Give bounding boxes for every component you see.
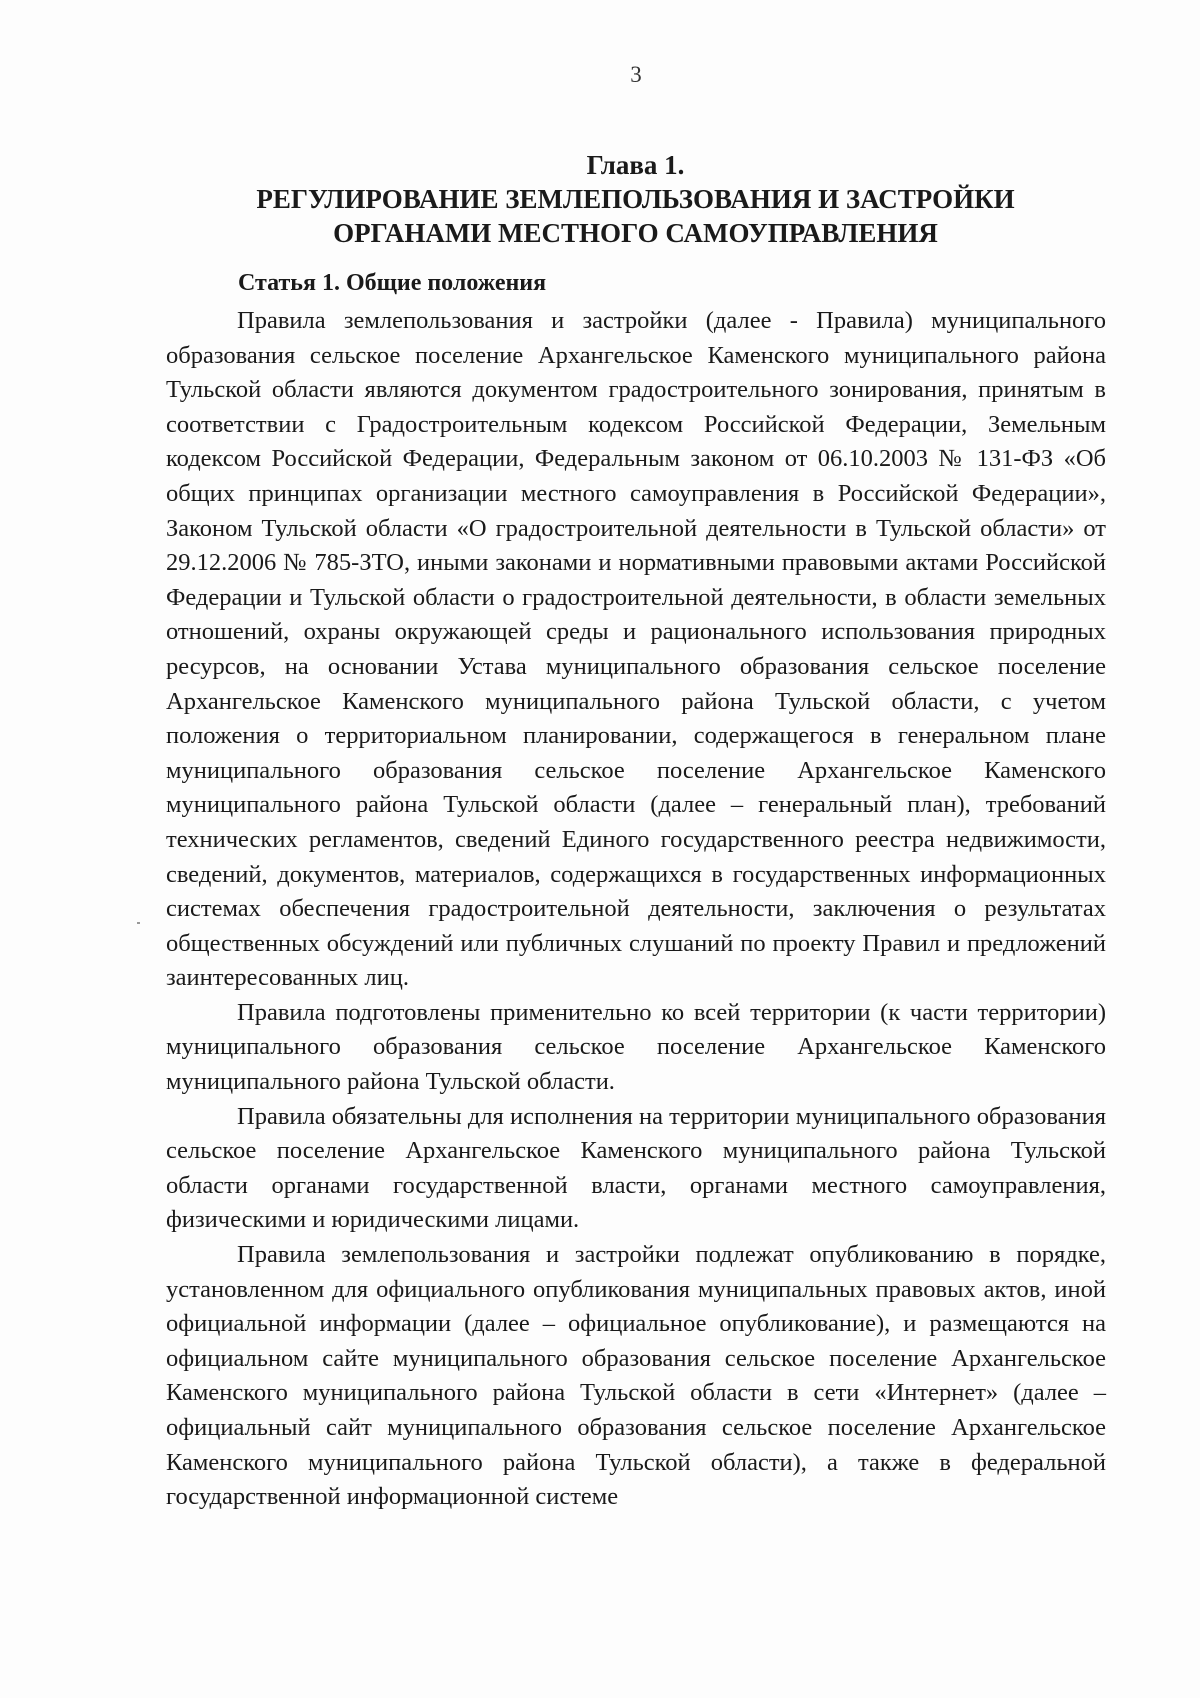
chapter-title-line-2: ОРГАНАМИ МЕСТНОГО САМОУПРАВЛЕНИЯ: [333, 218, 938, 248]
paragraph: Правила землепользования и застройки (далее - Правила) муниципального образования сельское поселение Архангельское Каменского муниципального района Тульской области являются документом градостроительного зонирования, принятым в соответствии с Градостроительным кодексом Российской Федерации, Земельным кодексом Российской Федерации, Федеральным законом от 06.10.2003 № 131-ФЗ «Об общих принципах организации местного самоуправления в Российской Федерации», Законом Тульской области «О градостроительной деятельности в Тульской области» от 29.12.2006 № 785-ЗТО, иными законами и нормативными правовыми актами Российской Федерации и Тульской области о градостроительной деятельности, в области земельных отношений, охраны окружающей среды и рационального использования природных ресурсов, на основании Устава муниципального образования сельское поселение Архангельское Каменского муниципального района Тульской области, с учетом положения о территориальном планировании, содержащегося в генеральном плане муниципального образования сельское поселение Архангельское Каменского муниципального района Тульской области (далее – генеральный план), требований технических регламентов, сведений Единого государственного реестра недвижимости, сведений, документов, материалов, содержащихся в государственных информационных системах обеспечения градостроительной деятельности, заключения о результатах общественных обсуждений или публичных слушаний по проекту Правил и предложений заинтересованных лиц.: [166, 307, 1106, 992]
paragraph: Правила подготовлены применительно ко всей территории (к части территории) муниципального образования сельское поселение Архангельское Каменского муниципального района Тульской области.: [166, 998, 1106, 1096]
paragraph: Правила землепользования и застройки подлежат опубликованию в порядке, установленном для официального опубликования муниципальных правовых актов, иной официальной информации (далее – официальное опубликование), и размещаются на официальном сайте муниципального образования сельское поселение Архангельское Каменского муниципального района Тульской области в сети «Интернет» (далее – официальный сайт муниципального образования сельское поселение Архангельское Каменского муниципального района Тульской области), а также в федеральной государственной информационной системе: [166, 1241, 1106, 1511]
paragraph: Правила обязательны для исполнения на территории муниципального образования сельское поселение Архангельское Каменского муниципального района Тульской области органами государственной власти, органами местного самоуправления, физическими и юридическими лицами.: [166, 1102, 1106, 1234]
chapter-label: Глава 1.: [586, 150, 685, 180]
scan-speck: [137, 922, 140, 924]
article-body: [166, 304, 1106, 1515]
article-title: Статья 1. Общие положения: [238, 270, 547, 296]
chapter-heading: [168, 148, 1103, 250]
page-number: 3: [630, 62, 642, 87]
chapter-title-line-1: РЕГУЛИРОВАНИЕ ЗЕМЛЕПОЛЬЗОВАНИЯ И ЗАСТРОЙКИ: [256, 184, 1015, 214]
